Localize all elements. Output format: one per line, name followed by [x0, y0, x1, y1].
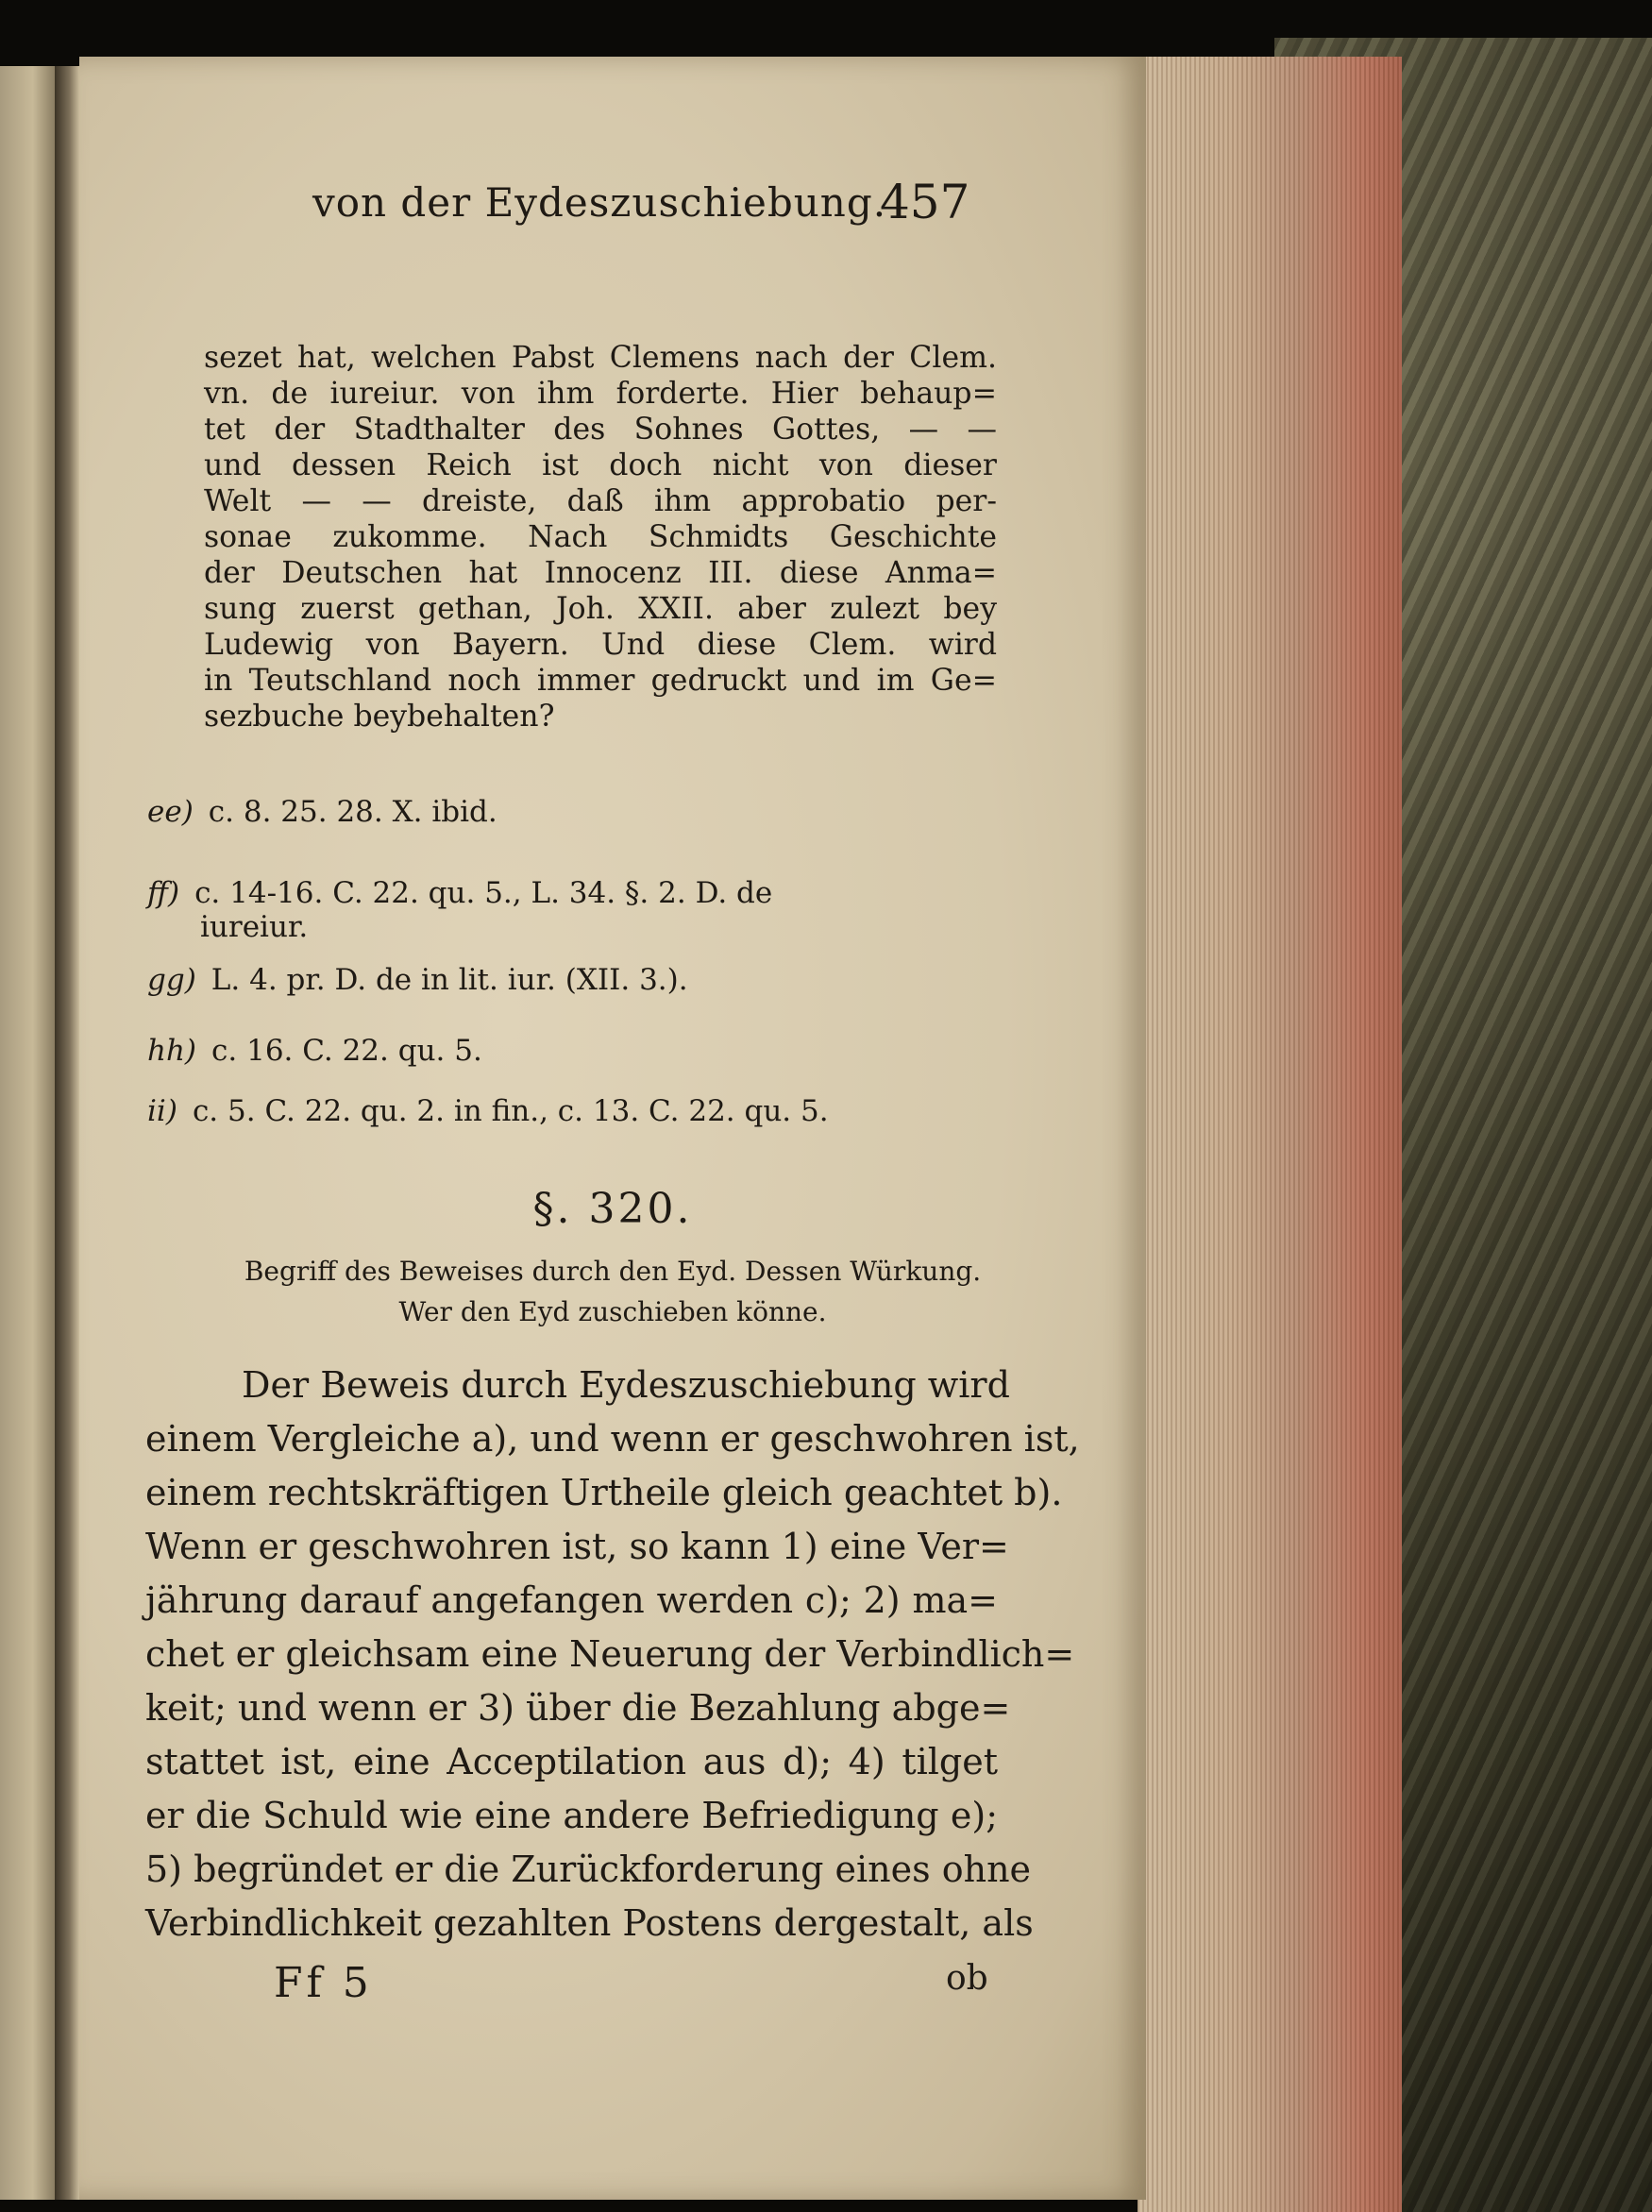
book-gutter — [55, 66, 79, 2200]
footnote-tag: ff) — [147, 876, 180, 910]
text-line: Der Beweis durch Eydeszuschiebung wird — [242, 1364, 1010, 1406]
footnote-tag: gg) — [147, 963, 196, 997]
text-line: vn. de iureiur. von ihm forderte. Hier behaup= — [204, 377, 997, 411]
book-page — [79, 57, 1146, 2200]
footnote-tag: ii) — [147, 1094, 177, 1128]
text-line: 5) begründet er die Zurückforderung eines ohne — [145, 1849, 1032, 1890]
text-line: jährung darauf angefangen werden c); 2) ma= — [145, 1579, 998, 1621]
footnote-text: L. 4. pr. D. de in lit. iur. (XII. 3.). — [211, 963, 688, 997]
text-line: sezbuche beybehalten? — [204, 700, 555, 734]
text-line: Ludewig von Bayern. Und diese Clem. wird — [204, 628, 997, 662]
text-line: chet er gleichsam eine Neuerung der Verbindlich= — [145, 1633, 1075, 1675]
footnote — [147, 874, 772, 912]
footnote-tag: ee) — [147, 795, 194, 829]
footnote-text: c. 14-16. C. 22. qu. 5., L. 34. §. 2. D. de — [194, 876, 773, 910]
text-line: tet der Stadthalter des Sohnes Gottes, — — — [204, 413, 997, 447]
footnote-tag: hh) — [147, 1034, 197, 1068]
footnote-text: c. 5. C. 22. qu. 2. in fin., c. 13. C. 22. qu. 5. — [192, 1094, 829, 1128]
signature-mark: Ff 5 — [274, 1959, 373, 2007]
text-line: stattet ist, eine Acceptilation aus d); 4) tilget — [145, 1741, 998, 1782]
text-line: in Teutschland noch immer gedruckt und im Ge= — [204, 664, 997, 698]
footnote-text: c. 16. C. 22. qu. 5. — [211, 1034, 482, 1068]
text-line: einem rechtskräftigen Urtheile gleich geachtet b). — [145, 1472, 1063, 1513]
text-line: sonae zukomme. Nach Schmidts Geschichte — [204, 520, 997, 554]
section-heading: §. 320. — [532, 1185, 693, 1233]
section-caption: Wer den Eyd zuschieben könne. — [398, 1296, 827, 1327]
footnote — [147, 961, 688, 999]
text-line: keit; und wenn er 3) über die Bezahlung abge= — [145, 1687, 1011, 1729]
text-line: und dessen Reich ist doch nicht von dieser — [204, 448, 997, 482]
text-line: er die Schuld wie eine andere Befriedigung e); — [145, 1795, 998, 1836]
page-number: 457 — [880, 175, 970, 229]
footnote — [147, 1032, 482, 1070]
page-edges — [1138, 57, 1402, 2212]
footnote — [147, 1092, 829, 1130]
catchword: ob — [946, 1959, 988, 1998]
running-head: von der Eydeszuschiebung. — [312, 179, 887, 226]
text-line: einem Vergleiche a), und wenn er geschwohren ist, — [145, 1418, 1080, 1460]
footnote — [147, 793, 497, 831]
facing-page-edge — [0, 66, 55, 2200]
text-line: der Deutschen hat Innocenz III. diese Anma= — [204, 556, 997, 590]
footnote-text: c. 8. 25. 28. X. ibid. — [208, 795, 497, 829]
text-line: Verbindlichkeit gezahlten Postens dergestalt, als — [145, 1902, 1034, 1944]
text-line: Welt — — dreiste, daß ihm approbatio per- — [204, 484, 997, 518]
text-line: Wenn er geschwohren ist, so kann 1) eine Ver= — [145, 1526, 1009, 1567]
text-line: sezet hat, welchen Pabst Clemens nach der Clem. — [204, 341, 997, 375]
footnote-continuation: iureiur. — [200, 910, 309, 944]
section-caption: Begriff des Beweises durch den Eyd. Dessen Würkung. — [244, 1256, 982, 1287]
text-line: sung zuerst gethan, Joh. XXII. aber zulezt bey — [204, 592, 997, 626]
